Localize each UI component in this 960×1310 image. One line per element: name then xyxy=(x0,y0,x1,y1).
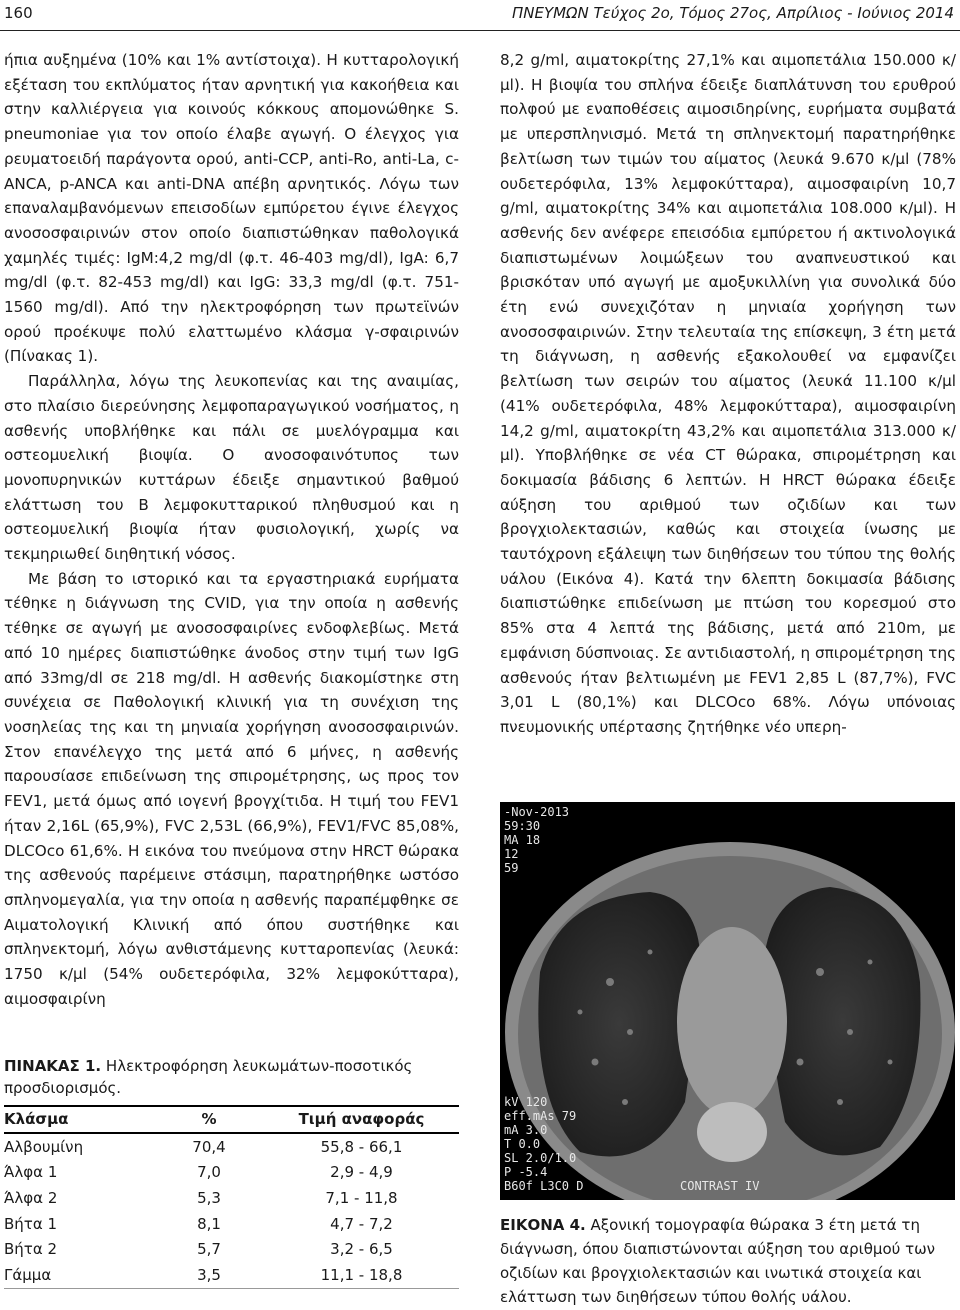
column-header: % xyxy=(154,1106,264,1133)
table-cell: 3,5 xyxy=(154,1262,264,1288)
table-cell: 7,1 - 11,8 xyxy=(325,1188,398,1207)
table-cell: 8,1 xyxy=(197,1214,221,1233)
page-number: 160 xyxy=(4,4,33,22)
table-cell: Βήτα 1 xyxy=(4,1214,58,1233)
table-cell: Γάμμα xyxy=(4,1262,154,1288)
ct-overlay-line: -Nov-2013 xyxy=(504,805,570,819)
figure-label: ΕΙΚΟΝΑ 4. xyxy=(500,1216,586,1234)
table-row xyxy=(4,1211,459,1237)
table-cell: Άλφα 1 xyxy=(4,1163,58,1182)
electrophoresis-table xyxy=(4,1105,459,1289)
column-header: Τιμή αναφοράς xyxy=(264,1106,459,1133)
table-cell: 7,0 xyxy=(197,1163,221,1182)
table-row xyxy=(4,1236,459,1262)
paragraph: Παράλληλα, λόγω της λευκοπενίας και της αναιμίας, στο πλαίσιο διερεύνησης λεμφοπαραγωγικού νοσήματος, η ασθενής υποβλήθηκε και πάλι σε μυελόγραμμα και οστεομυελική βιοψία. Ο ανοσοφαινότυπος των μονοπυρηνικών κυττάρων έδειξε σημαντικού βαθμού ελάττωση του Β λεμφοκυτταρικού πληθυσμού και η οστεομυελική βιοψία ήταν φυσιολογική, χωρίς να τεκμηριωθεί διηθητική νόσος. xyxy=(4,372,459,564)
table-caption-text: Ηλεκτροφόρηση λευκωμάτων-ποσοτικός προσδιορισμός. xyxy=(4,1057,413,1097)
journal-title: ΠΝΕΥΜΩΝ Τεύχος 2ο, Τόμος 27ος, Απρίλιος - Ιούνιος 2014 xyxy=(511,4,954,22)
table-cell: Βήτα 2 xyxy=(4,1240,58,1259)
table-row xyxy=(4,1133,459,1160)
table-block xyxy=(4,1055,459,1289)
ct-overlay-line: eff.mAs 79 xyxy=(504,1109,577,1123)
ct-overlay-line: B60f L3C0 D xyxy=(504,1179,584,1193)
mediastinum xyxy=(677,927,787,1117)
ct-overlay-line: 59 xyxy=(504,861,519,875)
right-text-column xyxy=(500,48,956,740)
table-label: ΠΙΝΑΚΑΣ 1. xyxy=(4,1057,102,1075)
table-cell: Άλφα 2 xyxy=(4,1188,58,1207)
table-header-row xyxy=(4,1106,459,1133)
table-cell: 5,7 xyxy=(197,1240,221,1259)
ct-contrast-label: CONTRAST IV xyxy=(680,1179,760,1193)
ct-scan-image xyxy=(500,802,955,1200)
table-cell: 55,8 - 66,1 xyxy=(320,1137,403,1156)
ct-overlay-line: T 0.0 xyxy=(504,1137,541,1151)
paragraph: ήπια αυξημένα (10% και 1% αντίστοιχα). Η κυτταρολογική εξέταση του εκπλύματος ήταν αρνητική για κακοήθεια και στην καλλιέργεια για κοινούς κόκκους απομονώθηκε S. pneumoniae για τον οποίο έλαβε αγωγή. Ο έλεγχος για ρευματοειδή παράγοντα ορού, anti-CCP, anti-Ro, anti-La, c-ANCA, p-ANCA και anti-DNA απέβη αρνητικός. Λόγω των επαναλαμβανόμενων επεισοδίων εμπύρετου έγινε έλεγχος ανοσοσφαιρινών στον οποίο διαπιστώθηκαν παθολογικά χαμηλές τιμές: IgM:4,2 mg/dl (φ.τ. 46-403 mg/dl), IgA: 6,7 mg/dl (φ.τ. 82-453 mg/dl) και IgG: 33,3 mg/dl (φ.τ. 751-1560 mg/dl). Από την ηλεκτροφόρηση των πρωτεϊνών ορού προέκυψε πολύ ελαττωμένο κλάσμα γ-σφαιρινών (Πίνακας 1). xyxy=(4,51,459,366)
figure-caption xyxy=(500,1213,956,1309)
table-cell: 70,4 xyxy=(192,1137,226,1156)
ct-overlay-line: mA 3.0 xyxy=(504,1123,548,1137)
left-lung xyxy=(765,887,921,1155)
table-cell: 2,9 - 4,9 xyxy=(330,1163,393,1182)
table-cell: 3,2 - 6,5 xyxy=(330,1240,393,1259)
table-row xyxy=(4,1262,459,1288)
ct-overlay-line: 12 xyxy=(504,847,519,861)
column-header: Κλάσμα xyxy=(4,1106,154,1133)
table-cell: 4,7 - 7,2 xyxy=(330,1214,393,1233)
figure-caption-text: Αξονική τομογραφία θώρακα 3 έτη μετά τη διάγνωση, όπου διαπιστώνονται αύξηση του αριθμού των οζιδίων και βρογχιολεκτασιών και ινωτικά στοιχεία και ελάττωση των διηθήσεων τύπου θολής υάλου. xyxy=(500,1216,936,1306)
ct-overlay-line: SL 2.0/1.0 xyxy=(504,1151,577,1165)
page-header xyxy=(0,0,960,31)
table-cell: Αλβουμίνη xyxy=(4,1137,84,1156)
table-row xyxy=(4,1185,459,1211)
table-caption xyxy=(4,1055,459,1099)
ct-overlay-line: P -5.4 xyxy=(504,1165,548,1179)
ct-overlay-line: kV 120 xyxy=(504,1095,548,1109)
table-row xyxy=(4,1160,459,1186)
ct-overlay-line: 59:30 xyxy=(504,819,541,833)
table-cell: 11,1 - 18,8 xyxy=(264,1262,459,1288)
table-cell: 5,3 xyxy=(197,1188,221,1207)
ct-scan-figure xyxy=(500,802,955,1200)
paragraph: Με βάση το ιστορικό και τα εργαστηριακά ευρήματα τέθηκε η διάγνωση της CVID, για την οποία η ασθενής τέθηκε σε αγωγή με ανοσοσφαιρίνες ενδοφλεβίως. Μετά από 10 ημέρες διαπιστώθηκε άνοδος στην τιμή των IgG από 33mg/dl σε 218 mg/dl. Η ασθενής διακομίστηκε στη συνέχεια σε Παθολογική κλινική για τη συνέχιση της νοσηλείας της και τη μηνιαία χορήγηση ανοσοσφαιρινών. Στον επανέλεγχο της μετά από 6 μήνες, η ασθενής παρουσίασε επιδείνωση της σπιρομέτρησης, ως προς τον FEV1, μετά όμως από ιογενή βρογχίτιδα. Η τιμή του FEV1 ήταν 2,16L (65,9%), FVC 2,53L (66,9%), FEV1/FVC 85,08%, DLCOco 61,6%. Η εικόνα του πνεύμονα στην HRCT θώρακα της ασθενούς παρέμεινε στάσιμη, παρατηρήθηκε ωστόσο σπληνομεγαλία, για την οποία η ασθενής παραπέμφθηκε σε Αιματολογική Κλινική από όπου συστήθηκε και σπληνεκτομή, λόγω ανθιστάμενης κυτταροπενίας (λευκά: 1750 κ/μl (54% ουδετερόφιλα, 32% λεμφοκύτταρα), αιμοσφαιρίνη xyxy=(4,569,459,1008)
ct-overlay-line: MA 18 xyxy=(504,833,541,847)
left-text-column xyxy=(4,48,459,1011)
paragraph: 8,2 g/ml, αιματοκρίτης 27,1% και αιμοπετάλια 150.000 κ/μl). Η βιοψία του σπλήνα έδειξε διαπλάτυνση του ερυθρού πολφού με εναποθέσεις αιμοσιδηρίνης, ευρήματα συμβατά με υπερσπληνισμό. Μετά τη σπληνεκτομή παρατηρήθηκε βελτίωση των τιμών του αίματος (λευκά 9.670 κ/μl (78% ουδετερόφιλα, 13% λεμφοκύτταρα), αιμοσφαιρίνη 10,7 g/ml, αιματοκρίτης 34% και αιμοπετάλια 108.000 κ/μl). Η ασθενής δεν ανέφερε επεισόδια εμπύρετου ή ακτινολογικά διαπιστωμένων λοιμώξεων του αναπνευστικού και βρισκόταν υπό αγωγή με αμοξυκιλλίνη για συνολικά δύο έτη ενώ συνεχιζόταν η μηνιαία χορήγηση των ανοσοσφαιρινών. Στην τελευταία της επίσκεψη, 3 έτη μετά τη διάγνωση, η ασθενής εξακολουθεί να εμφανίζει βελτίωση των σειρών του αίματος (λευκά 11.100 κ/μl (41% ουδετερόφιλα, 48% λεμφοκύτταρα), αιμοσφαιρίνη 14,2 g/ml, αιματοκρίτη 43,2% και αιμοπετάλια 313.000 κ/μl). Υποβλήθηκε σε νέα CT θώρακα, σπιρομέτρηση και δοκιμασία βάδισης 6 λεπτών. Η HRCT θώρακα έδειξε αύξηση του αριθμού των οζιδίων και των βρογχιολεκτασιών, καθώς και στοιχεία ίνωσης με ταυτόχρονη εξάλειψη των διηθήσεων του τύπου της θολής υάλου (Εικόνα 4). Κατά την 6λεπτη δοκιμασία βάδισης διαπιστώθηκε επιδείνωση με πτώση του κορεσμού στο 85% στα 4 λεπτά της βάδισης, μετά από 210m, με εμφάνιση δύσπνοιας. Σε αντιδιαστολή, η σπιρομέτρηση της ασθενούς ήταν βελτιωμένη με FEV1 2,85 L (87,7%), FVC 3,01 L (80,1%) και DLCOco 68%. Λόγω υπόνοιας πνευμονικής υπέρτασης ζητήθηκε νέο υπερη- xyxy=(500,51,956,736)
